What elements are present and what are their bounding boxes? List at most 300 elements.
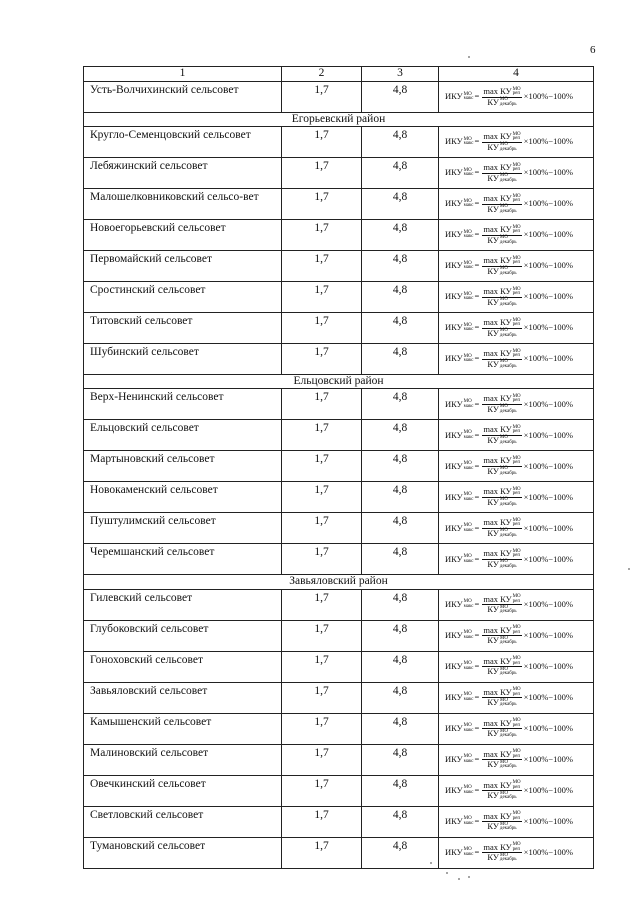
- formula-lhs-scripts: [464, 200, 474, 209]
- formula: [445, 812, 573, 832]
- formula-den-sup: МО: [499, 497, 508, 503]
- formula-fraction: [482, 425, 521, 445]
- formula-denominator: [487, 360, 516, 370]
- formula-den-sup: МО: [499, 204, 508, 210]
- formula-den-scripts: [500, 637, 517, 646]
- formula-den-sub: декабрь: [499, 332, 517, 338]
- formula-lhs-sub: макс: [463, 527, 474, 533]
- formula-lhs-sub: макс: [463, 758, 474, 764]
- formula-num-sub: реп: [512, 198, 521, 204]
- formula-den-base: КУ: [487, 728, 499, 739]
- formula-den-sup: МО: [499, 97, 508, 103]
- formula-fraction: [482, 394, 521, 414]
- formula-tail: ×100%−100%: [523, 260, 573, 271]
- formula-denominator: [487, 298, 516, 308]
- table-row: [84, 82, 594, 113]
- formula-den-scripts: [500, 606, 517, 615]
- formula-den-scripts: [500, 823, 517, 832]
- formula-den-scripts: [500, 467, 517, 476]
- settlement-name: Верх-Ненинский сельсовет: [84, 389, 282, 420]
- settlement-name: Черемшанский сельсовет: [84, 544, 282, 575]
- formula-equals: =: [474, 491, 480, 502]
- formula-denominator: [487, 405, 516, 415]
- formula-num-base: max КУ: [483, 162, 512, 173]
- formula-num-base: max КУ: [483, 224, 512, 235]
- formula-lhs-scripts: [464, 231, 474, 240]
- formula-lhs-sub: макс: [463, 558, 474, 564]
- column-2-value: 1,7: [282, 127, 362, 158]
- formula-tail: ×100%−100%: [523, 629, 573, 640]
- formula-num-base: max КУ: [483, 131, 512, 142]
- settlement-name: Шубинский сельсовет: [84, 344, 282, 375]
- formula-lhs: [445, 786, 474, 796]
- formula-lhs-scripts: [464, 755, 474, 764]
- formula-denominator: [487, 467, 516, 477]
- formula-lhs-sup: МО: [463, 630, 472, 636]
- formula-lhs-base: ИКУ: [445, 491, 463, 502]
- formula-fraction: [482, 194, 521, 214]
- formula-equals: =: [474, 198, 480, 209]
- formula-num-sup: МО: [512, 687, 521, 693]
- formula-num-sub: реп: [512, 167, 521, 173]
- formula-num-sub: реп: [512, 815, 521, 821]
- column-3-value: 4,8: [362, 837, 439, 868]
- formula-fraction: [482, 349, 521, 369]
- formula-cell: [439, 189, 594, 220]
- formula-num-base: max КУ: [483, 748, 512, 759]
- column-2-value: 1,7: [282, 775, 362, 806]
- formula-cell: [439, 158, 594, 189]
- column-2-value: 1,7: [282, 682, 362, 713]
- formula-den-sub: декабрь: [499, 702, 517, 708]
- formula-lhs-sub: макс: [463, 403, 474, 409]
- scan-speck: [446, 872, 448, 874]
- formula-lhs-sup: МО: [463, 136, 472, 142]
- formula-tail: ×100%−100%: [523, 491, 573, 502]
- formula: [445, 87, 573, 107]
- formula-lhs-base: ИКУ: [445, 722, 463, 733]
- formula-den-sup: МО: [499, 604, 508, 610]
- formula-num-scripts: [513, 319, 521, 328]
- district-title: Завьяловский район: [84, 575, 594, 589]
- table-header-row: [84, 67, 594, 82]
- formula: [445, 256, 573, 276]
- formula-cell: [439, 282, 594, 313]
- formula-equals: =: [474, 522, 480, 533]
- formula-num-sup: МО: [512, 548, 521, 554]
- formula-lhs: [445, 400, 474, 410]
- formula-num-scripts: [513, 133, 521, 142]
- formula-num-sup: МО: [512, 842, 521, 848]
- settlement-name: Усть-Волчихинский сельсовет: [84, 82, 282, 113]
- formula-lhs: [445, 462, 474, 472]
- formula-lhs-base: ИКУ: [445, 522, 463, 533]
- formula-num-sub: реп: [512, 722, 521, 728]
- formula-num-base: max КУ: [483, 624, 512, 635]
- formula-den-base: КУ: [487, 852, 499, 863]
- formula-tail: ×100%−100%: [523, 460, 573, 471]
- formula-num-scripts: [513, 350, 521, 359]
- column-2-value: 1,7: [282, 313, 362, 344]
- formula-den-base: КУ: [487, 527, 499, 538]
- formula-tail: ×100%−100%: [523, 691, 573, 702]
- table-row: [84, 482, 594, 513]
- formula-den-scripts: [500, 761, 517, 770]
- table-row: [84, 682, 594, 713]
- formula-den-scripts: [500, 436, 517, 445]
- page-number: 6: [590, 44, 596, 56]
- formula-equals: =: [474, 846, 480, 857]
- district-title: Ельцовский район: [84, 375, 594, 389]
- column-2-value: 1,7: [282, 589, 362, 620]
- formula-num-scripts: [513, 781, 521, 790]
- formula-den-scripts: [500, 560, 517, 569]
- formula-lhs-sub: макс: [463, 851, 474, 857]
- formula-lhs: [445, 230, 474, 240]
- formula-denominator: [487, 329, 516, 339]
- formula-den-sup: МО: [499, 852, 508, 858]
- formula-den-sub: декабрь: [499, 363, 517, 369]
- formula-num-base: max КУ: [483, 655, 512, 666]
- formula-lhs-scripts: [464, 138, 474, 147]
- formula: [445, 225, 573, 245]
- formula-denominator: [487, 822, 516, 832]
- formula-cell: [439, 651, 594, 682]
- formula-den-scripts: [500, 529, 517, 538]
- formula-lhs-sub: макс: [463, 634, 474, 640]
- formula-equals: =: [474, 753, 480, 764]
- formula-den-sup: МО: [499, 328, 508, 334]
- formula-tail: ×100%−100%: [523, 429, 573, 440]
- column-2-value: 1,7: [282, 389, 362, 420]
- formula-num-sub: реп: [512, 353, 521, 359]
- column-2-value: 1,7: [282, 344, 362, 375]
- formula-lhs-base: ИКУ: [445, 460, 463, 471]
- formula-den-sub: декабрь: [499, 270, 517, 276]
- formula-lhs-sup: МО: [463, 167, 472, 173]
- column-3-value: 4,8: [362, 282, 439, 313]
- formula-lhs: [445, 137, 474, 147]
- formula-lhs-base: ИКУ: [445, 553, 463, 564]
- formula-den-sup: МО: [499, 359, 508, 365]
- formula-num-sup: МО: [512, 348, 521, 354]
- table-row: [84, 189, 594, 220]
- column-3-value: 4,8: [362, 744, 439, 775]
- formula-lhs: [445, 848, 474, 858]
- formula-num-sub: реп: [512, 291, 521, 297]
- formula-den-scripts: [500, 854, 517, 863]
- formula-lhs-scripts: [464, 93, 474, 102]
- formula-lhs: [445, 261, 474, 271]
- table-row: [84, 806, 594, 837]
- formula-equals: =: [474, 722, 480, 733]
- formula-lhs-base: ИКУ: [445, 691, 463, 702]
- formula: [445, 595, 573, 615]
- settlement-name: Малиновский сельсовет: [84, 744, 282, 775]
- column-3-value: 4,8: [362, 420, 439, 451]
- formula-lhs-base: ИКУ: [445, 136, 463, 147]
- table-row: [84, 420, 594, 451]
- formula-lhs-sub: макс: [463, 96, 474, 102]
- formula-den-base: КУ: [487, 790, 499, 801]
- formula-num-sup: МО: [512, 193, 521, 199]
- formula-tail: ×100%−100%: [523, 91, 573, 102]
- formula-den-scripts: [500, 236, 517, 245]
- formula-tail: ×100%−100%: [523, 322, 573, 333]
- formula-den-sup: МО: [499, 266, 508, 272]
- formula-lhs-scripts: [464, 817, 474, 826]
- formula-lhs: [445, 323, 474, 333]
- settlement-name: Ельцовский сельсовет: [84, 420, 282, 451]
- formula: [445, 549, 573, 569]
- formula-equals: =: [474, 398, 480, 409]
- formula-lhs-sub: макс: [463, 358, 474, 364]
- formula-den-base: КУ: [487, 635, 499, 646]
- table-row: [84, 158, 594, 189]
- formula-cell: [439, 713, 594, 744]
- table-row: [84, 744, 594, 775]
- formula-lhs-scripts: [464, 693, 474, 702]
- formula-num-sup: МО: [512, 286, 521, 292]
- formula-den-base: КУ: [487, 434, 499, 445]
- formula-den-sub: декабрь: [499, 408, 517, 414]
- formula-num-sup: МО: [512, 594, 521, 600]
- formula: [445, 657, 573, 677]
- formula-den-base: КУ: [487, 358, 499, 369]
- formula-num-base: max КУ: [483, 686, 512, 697]
- formula-num-sup: МО: [512, 224, 521, 230]
- formula: [445, 318, 573, 338]
- formula-den-base: КУ: [487, 558, 499, 569]
- settlement-name: Глубоковский сельсовет: [84, 620, 282, 651]
- column-2-value: 1,7: [282, 806, 362, 837]
- formula-fraction: [482, 626, 521, 646]
- formula-lhs: [445, 431, 474, 441]
- formula-num-scripts: [513, 195, 521, 204]
- formula-lhs-scripts: [464, 324, 474, 333]
- formula: [445, 394, 573, 414]
- settlement-name: Тумановский сельсовет: [84, 837, 282, 868]
- formula-num-sup: МО: [512, 255, 521, 261]
- formula-lhs: [445, 199, 474, 209]
- formula-tail: ×100%−100%: [523, 167, 573, 178]
- formula-fraction: [482, 318, 521, 338]
- formula-lhs: [445, 662, 474, 672]
- formula-fraction: [482, 812, 521, 832]
- formula-denominator: [487, 529, 516, 539]
- formula-lhs-base: ИКУ: [445, 353, 463, 364]
- formula-num-sub: реп: [512, 691, 521, 697]
- formula-tail: ×100%−100%: [523, 784, 573, 795]
- formula-lhs-scripts: [464, 786, 474, 795]
- formula-lhs: [445, 524, 474, 534]
- settlement-name: Мартыновский сельсовет: [84, 451, 282, 482]
- formula-num-scripts: [513, 550, 521, 559]
- formula-lhs-base: ИКУ: [445, 784, 463, 795]
- formula-cell: [439, 251, 594, 282]
- formula-lhs-sub: макс: [463, 265, 474, 271]
- formula: [445, 843, 573, 863]
- formula-num-sup: МО: [512, 625, 521, 631]
- column-2-value: 1,7: [282, 189, 362, 220]
- formula-cell: [439, 620, 594, 651]
- table-row: [84, 220, 594, 251]
- formula-den-base: КУ: [487, 697, 499, 708]
- formula-lhs-base: ИКУ: [445, 629, 463, 640]
- column-3-value: 4,8: [362, 158, 439, 189]
- formula-lhs-base: ИКУ: [445, 660, 463, 671]
- formula-den-sup: МО: [499, 435, 508, 441]
- formula-num-sup: МО: [512, 455, 521, 461]
- table-row: [84, 589, 594, 620]
- formula-lhs-sup: МО: [463, 353, 472, 359]
- formula-num-base: max КУ: [483, 810, 512, 821]
- formula-den-scripts: [500, 360, 517, 369]
- formula-den-scripts: [500, 174, 517, 183]
- formula-lhs: [445, 600, 474, 610]
- formula-den-base: КУ: [487, 666, 499, 677]
- formula-num-sub: реп: [512, 460, 521, 466]
- formula-lhs-base: ИКУ: [445, 229, 463, 240]
- formula-lhs-sub: макс: [463, 665, 474, 671]
- column-3-value: 4,8: [362, 482, 439, 513]
- formula-tail: ×100%−100%: [523, 291, 573, 302]
- formula-num-base: max КУ: [483, 317, 512, 328]
- settlement-name: Новоегорьевский сельсовет: [84, 220, 282, 251]
- formula-den-base: КУ: [487, 759, 499, 770]
- formula-lhs: [445, 555, 474, 565]
- formula-lhs-scripts: [464, 462, 474, 471]
- formula-den-sup: МО: [499, 235, 508, 241]
- formula-cell: [439, 806, 594, 837]
- formula-num-sup: МО: [512, 718, 521, 724]
- table-row: [84, 513, 594, 544]
- formula-equals: =: [474, 429, 480, 440]
- formula-den-base: КУ: [487, 496, 499, 507]
- table-row: [84, 837, 594, 868]
- formula-den-scripts: [500, 699, 517, 708]
- formula-lhs-base: ИКУ: [445, 598, 463, 609]
- column-3-value: 4,8: [362, 651, 439, 682]
- formula-lhs: [445, 92, 474, 102]
- formula-lhs: [445, 631, 474, 641]
- table-row: [84, 451, 594, 482]
- formula-num-scripts: [513, 226, 521, 235]
- formula-den-base: КУ: [487, 234, 499, 245]
- formula-tail: ×100%−100%: [523, 353, 573, 364]
- formula-den-sup: МО: [499, 466, 508, 472]
- formula-num-scripts: [513, 257, 521, 266]
- formula-cell: [439, 544, 594, 575]
- settlement-name: Титовский сельсовет: [84, 313, 282, 344]
- formula: [445, 456, 573, 476]
- column-2-value: 1,7: [282, 744, 362, 775]
- formula-fraction: [482, 750, 521, 770]
- formula-lhs-sup: МО: [463, 198, 472, 204]
- formula-num-base: max КУ: [483, 548, 512, 559]
- column-3-value: 4,8: [362, 513, 439, 544]
- column-header: 2: [282, 67, 362, 82]
- formula-denominator: [487, 791, 516, 801]
- formula-lhs-sup: МО: [463, 229, 472, 235]
- formula-num-base: max КУ: [483, 286, 512, 297]
- formula-lhs-sub: макс: [463, 496, 474, 502]
- column-3-value: 4,8: [362, 220, 439, 251]
- formula-den-sup: МО: [499, 528, 508, 534]
- formula-lhs-sub: макс: [463, 141, 474, 147]
- formula-num-base: max КУ: [483, 348, 512, 359]
- settlement-name: Завьяловский сельсовет: [84, 682, 282, 713]
- column-3-value: 4,8: [362, 775, 439, 806]
- formula-lhs: [445, 168, 474, 178]
- data-table-container: [83, 66, 593, 869]
- formula-denominator: [487, 698, 516, 708]
- formula-num-scripts: [513, 595, 521, 604]
- formula-lhs-scripts: [464, 724, 474, 733]
- table-row: [84, 544, 594, 575]
- formula-num-scripts: [513, 750, 521, 759]
- formula-den-sub: декабрь: [499, 671, 517, 677]
- formula-lhs-base: ИКУ: [445, 260, 463, 271]
- formula-lhs: [445, 493, 474, 503]
- formula-cell: [439, 451, 594, 482]
- column-3-value: 4,8: [362, 620, 439, 651]
- formula-lhs-scripts: [464, 400, 474, 409]
- column-2-value: 1,7: [282, 713, 362, 744]
- column-3-value: 4,8: [362, 682, 439, 713]
- column-2-value: 1,7: [282, 451, 362, 482]
- formula-lhs-sup: МО: [463, 492, 472, 498]
- formula-lhs-scripts: [464, 662, 474, 671]
- formula-equals: =: [474, 136, 480, 147]
- formula-num-sup: МО: [512, 811, 521, 817]
- formula-den-sub: декабрь: [499, 733, 517, 739]
- formula-den-sub: декабрь: [499, 177, 517, 183]
- formula: [445, 194, 573, 214]
- formula-tail: ×100%−100%: [523, 522, 573, 533]
- formula-num-base: max КУ: [483, 424, 512, 435]
- column-3-value: 4,8: [362, 713, 439, 744]
- district-header-row: [84, 575, 594, 589]
- formula: [445, 287, 573, 307]
- formula-lhs-sup: МО: [463, 399, 472, 405]
- formula-cell: [439, 513, 594, 544]
- formula-denominator: [487, 760, 516, 770]
- formula-lhs-sup: МО: [463, 523, 472, 529]
- formula-denominator: [487, 174, 516, 184]
- formula-num-base: max КУ: [483, 717, 512, 728]
- formula-lhs: [445, 292, 474, 302]
- formula-cell: [439, 744, 594, 775]
- formula-den-sub: декабрь: [499, 470, 517, 476]
- formula-den-base: КУ: [487, 821, 499, 832]
- formula: [445, 425, 573, 445]
- formula-equals: =: [474, 460, 480, 471]
- formula-lhs-sup: МО: [463, 785, 472, 791]
- formula-den-base: КУ: [487, 327, 499, 338]
- formula-den-sub: декабрь: [499, 101, 517, 107]
- column-2-value: 1,7: [282, 420, 362, 451]
- formula-num-sup: МО: [512, 162, 521, 168]
- formula-den-sub: декабрь: [499, 239, 517, 245]
- formula-den-base: КУ: [487, 172, 499, 183]
- formula-lhs-scripts: [464, 600, 474, 609]
- formula-denominator: [487, 667, 516, 677]
- formula-den-sup: МО: [499, 697, 508, 703]
- formula-num-sub: реп: [512, 846, 521, 852]
- formula-lhs-scripts: [464, 262, 474, 271]
- formula-den-scripts: [500, 267, 517, 276]
